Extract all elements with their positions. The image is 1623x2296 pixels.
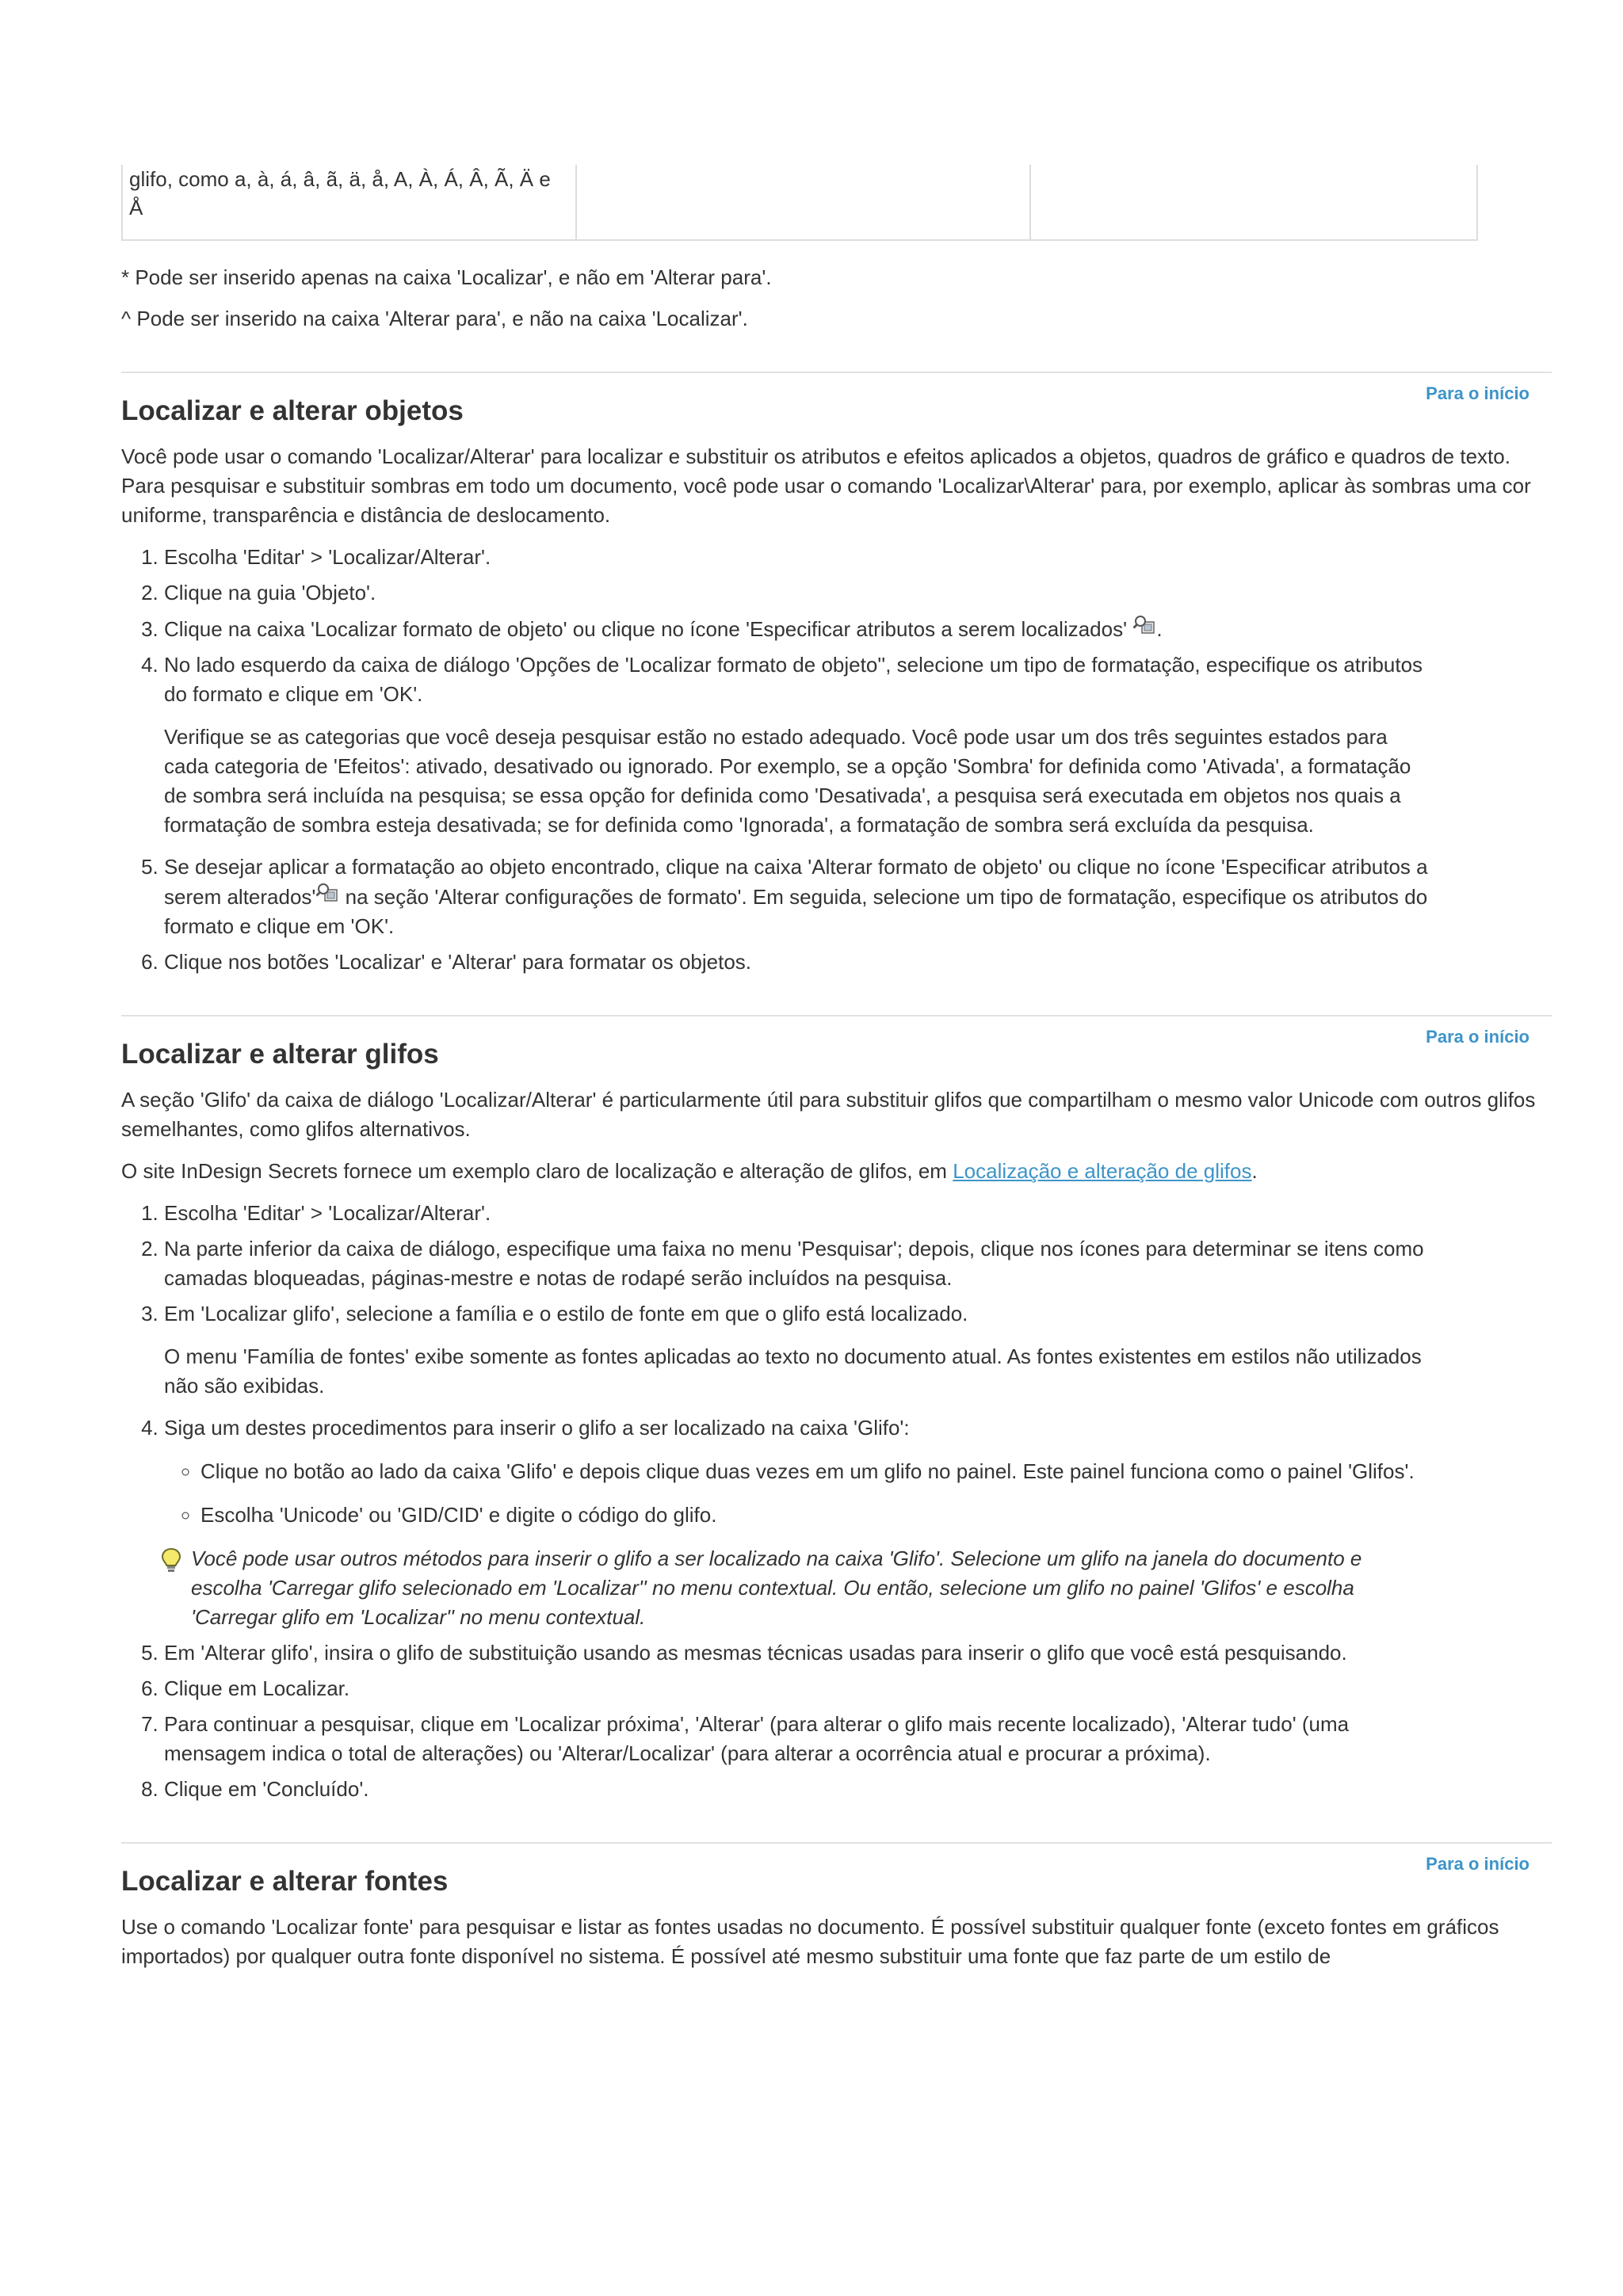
list-item: 2. Clique na guia 'Objeto'.	[164, 578, 1432, 608]
section-intro: A seção 'Glifo' da caixa de diálogo 'Localizar/Alterar' é particularmente útil para substituir glifos que compartilham o mesmo valor Unicode com outros glifos semelhantes, como glifos alternativos.	[121, 1088, 1536, 1141]
list-item: 6. Clique nos botões 'Localizar' e 'Alterar' para formatar os objetos.	[164, 948, 1432, 977]
section-find-change-objects	[121, 372, 1552, 977]
list-item: 3. Em 'Localizar glifo', selecione a família e o estilo de fonte em que o glifo está localizado. O menu 'Família de fontes' exibe somente as fontes aplicadas ao texto no documento atual. As fontes existentes em estilos não utilizados não são exibidas.	[164, 1299, 1432, 1401]
find-attributes-icon	[1132, 614, 1156, 638]
list-item: 4. No lado esquerdo da caixa de diálogo 'Opções de 'Localizar formato de objeto'', selecione um tipo de formatação, especifique os atributos do formato e clique em 'OK'. Verifique se as categorias que você deseja pesquisar estão no estado adequado. Você pode usar um dos três seguintes estados para cada categoria de 'Efeitos': ativado, desativado ou ignorado. Por exemplo, se a opção 'Sombra' for definida como 'Ativada', a formatação de sombra será incluída na pesquisa; se essa opção for definida como 'Desativada', a pesquisa será executada em objetos nos quais a formatação de sombra esteja desativada; se for definida como 'Ignorada', a formatação de sombra será excluída da pesquisa.	[164, 650, 1432, 840]
change-attributes-icon	[315, 882, 339, 906]
section-title: Localizar e alterar objetos	[121, 395, 464, 426]
footnote-change-only: ^ Pode ser inserido na caixa 'Alterar para', e não na caixa 'Localizar'.	[121, 307, 748, 330]
section-paragraph: O site InDesign Secrets fornece um exemplo claro de localização e alteração de glifos, em Localização e alteração de glifos.	[121, 1159, 1258, 1183]
section-intro: Use o comando 'Localizar fonte' para pesquisar e listar as fontes usadas no documento. É possível substituir qualquer fonte (exceto fontes em gráficos importados) por qualquer outra fonte disponível no sistema. É possível até mesmo substituir uma fonte que faz parte de um estilo de	[121, 1915, 1499, 1968]
step-note: O menu 'Família de fontes' exibe somente as fontes aplicadas ao texto no documento atual. As fontes existentes em estilos não utilizados não são exibidas.	[164, 1344, 1422, 1398]
list-item: 3. Clique na caixa 'Localizar formato de objeto' ou clique no ícone 'Especificar atributos a serem localizados' .	[164, 614, 1432, 644]
list-item: 8. Clique em 'Concluído'.	[164, 1775, 1432, 1804]
list-item: 5. Em 'Alterar glifo', insira o glifo de substituição usando as mesmas técnicas usadas para inserir o glifo que você está pesquisando.	[164, 1638, 1432, 1668]
table-row	[122, 165, 1477, 240]
tip-note: Você pode usar outros métodos para inserir o glifo a ser localizado na caixa 'Glifo'. Selecione um glifo na janela do documento e escolha 'Carregar glifo selecionado em 'Localizar'' no menu contextual. Ou então, selecione um glifo no painel 'Glifos' e escolha 'Carregar glifo em 'Localizar'' no menu contextual.	[159, 1544, 1432, 1632]
list-item: 1. Escolha 'Editar' > 'Localizar/Alterar'.	[164, 543, 1432, 572]
list-item: 2. Na parte inferior da caixa de diálogo, especifique uma faixa no menu 'Pesquisar'; depois, clique nos ícones para determinar se itens como camadas bloqueadas, páginas-mestre e notas de rodapé serão incluídos na pesquisa.	[164, 1234, 1432, 1293]
list-item: 1. Escolha 'Editar' > 'Localizar/Alterar'.	[164, 1199, 1432, 1228]
bullet-list	[164, 1457, 1432, 1530]
list-item: ◦ Clique no botão ao lado da caixa 'Glifo' e depois clique duas vezes em um glifo no painel. Este painel funciona como o painel 'Glifos'.	[200, 1457, 1432, 1486]
section-title: Localizar e alterar fontes	[121, 1866, 449, 1897]
glyphs-article-link[interactable]: Localização e alteração de glifos	[953, 1159, 1252, 1183]
table-cell	[1030, 165, 1477, 240]
lightbulb-icon	[159, 1547, 183, 1574]
list-item: 7. Para continuar a pesquisar, clique em 'Localizar próxima', 'Alterar' (para alterar o glifo mais recente localizado), 'Alterar tudo' (uma mensagem indica o total de alterações) ou 'Alterar/Localizar' (para alterar a ocorrência atual e procurar a próxima).	[164, 1710, 1432, 1768]
footnote-find-only: * Pode ser inserido apenas na caixa 'Localizar', e não em 'Alterar para'.	[121, 265, 772, 289]
back-to-top-link[interactable]: Para o início	[1426, 1854, 1529, 1874]
list-item: ◦ Escolha 'Unicode' ou 'GID/CID' e digite o código do glifo.	[200, 1501, 1432, 1530]
section-title: Localizar e alterar glifos	[121, 1039, 439, 1070]
table-cell: glifo, como a, à, á, â, ã, ä, å, A, À, Á, Â, Ã, Ä e Å	[122, 165, 576, 240]
table-cell	[576, 165, 1030, 240]
back-to-top-link[interactable]: Para o início	[1426, 1027, 1529, 1047]
document-content	[121, 165, 1552, 1971]
steps-list	[121, 1199, 1432, 1804]
section-intro: Você pode usar o comando 'Localizar/Alterar' para localizar e substituir os atributos e efeitos aplicados a objetos, quadros de gráfico e quadros de texto. Para pesquisar e substituir sombras em todo um documento, você pode usar o comando 'Localizar\Alterar' para, por exemplo, aplicar às sombras uma cor uniforme, transparência e distância de deslocamento.	[121, 444, 1531, 527]
list-item: 5. Se desejar aplicar a formatação ao objeto encontrado, clique na caixa 'Alterar formato de objeto' ou clique no ícone 'Especificar atributos a serem alterados' na seção 'Alterar configurações de formato'. Em seguida, selecione um tipo de formatação, especifique os atributos do formato e clique em 'OK'.	[164, 852, 1432, 941]
section-find-change-glyphs	[121, 1015, 1552, 1804]
back-to-top-link[interactable]: Para o início	[1426, 383, 1529, 403]
section-find-change-fonts	[121, 1842, 1552, 1971]
steps-list	[121, 543, 1432, 977]
list-item: 6. Clique em Localizar.	[164, 1674, 1432, 1703]
glyph-table	[121, 165, 1478, 241]
list-item: 4. Siga um destes procedimentos para inserir o glifo a ser localizado na caixa 'Glifo': ◦ Clique no botão ao lado da caixa 'Glifo' e depois clique duas vezes em um glifo no painel. Este painel funciona como o painel 'Glifos'. ◦ Escolha 'Unicode' ou 'GID/CID' e digite o código do glifo. Você pode usar outros métodos para inserir o glifo a ser localizado na caixa 'Glifo'. Selecione um glifo na janela do documento e escolha 'Carregar glifo selecionado em 'Localizar'' no menu contextual. Ou então, selecione um glifo no painel 'Glifos' e escolha 'Carregar glifo em 'Localizar'' no menu contextual.	[164, 1413, 1432, 1632]
step-note: Verifique se as categorias que você deseja pesquisar estão no estado adequado. Você pode usar um dos três seguintes estados para cada categoria de 'Efeitos': ativado, desativado ou ignorado. Por exemplo, se a opção 'Sombra' for definida como 'Ativada', a formatação de sombra será incluída na pesquisa; se essa opção for definida como 'Desativada', a pesquisa será executada em objetos nos quais a formatação de sombra esteja desativada; se for definida como 'Ignorada', a formatação de sombra será excluída da pesquisa.	[164, 725, 1411, 837]
